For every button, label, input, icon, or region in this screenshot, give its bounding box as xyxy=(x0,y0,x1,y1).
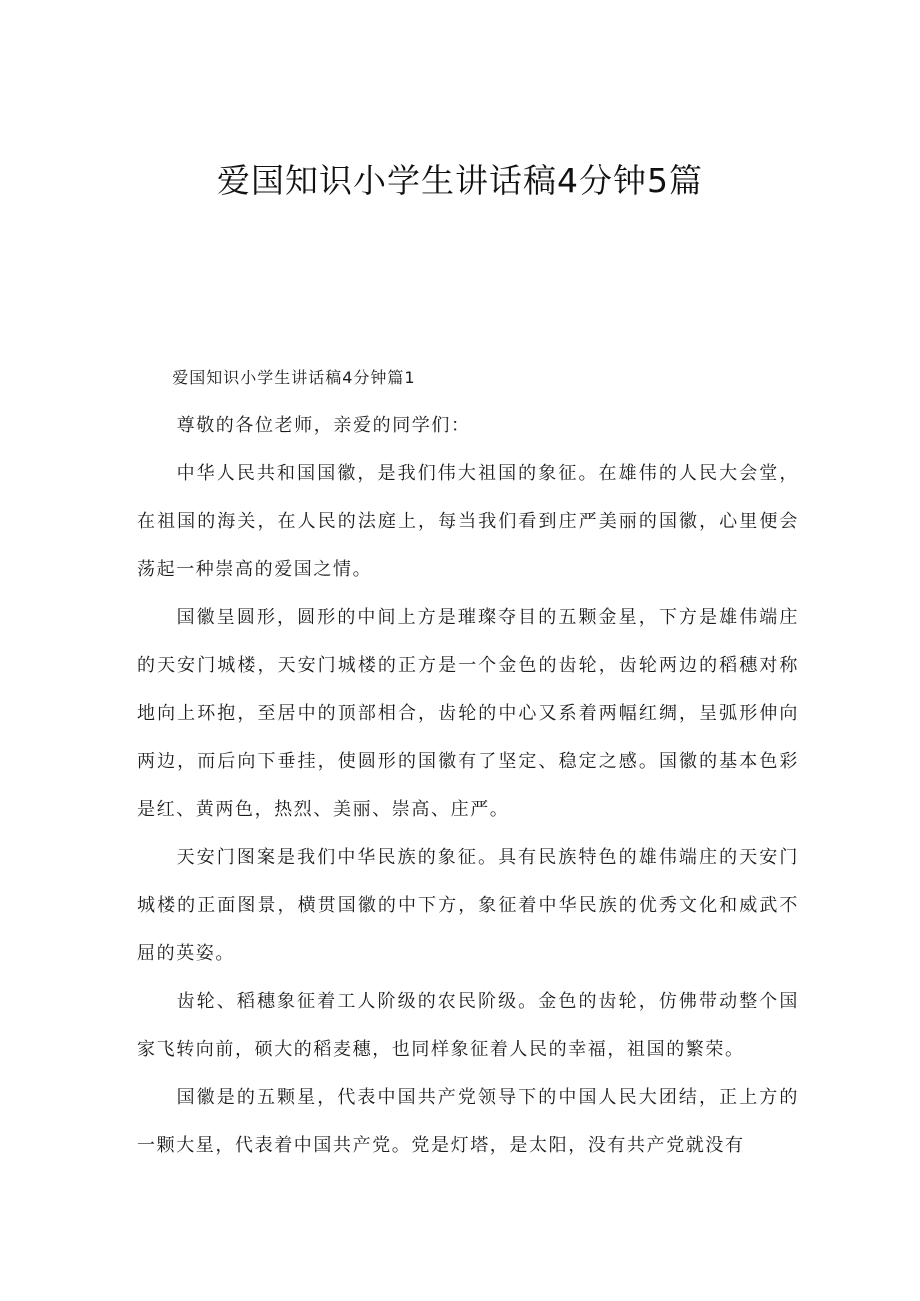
paragraph: 齿轮、稻穗象征着工人阶级的农民阶级。金色的齿轮，仿佛带动整个国家飞转向前，硕大的稻麦穗，也同样象征着人民的幸福，祖国的繁荣。 xyxy=(137,991,799,1060)
section-heading: 爱国知识小学生讲话稿4分钟篇1 xyxy=(172,368,416,387)
document-body xyxy=(137,354,799,1170)
paragraph: 天安门图案是我们中华民族的象征。具有民族特色的雄伟端庄的天安门城楼的正面图景，横贯国徽的中下方，象征着中华民族的优秀文化和威武不屈的英姿。 xyxy=(137,847,799,964)
paragraph: 国徽是的五颗星，代表中国共产党领导下的中国人民大团结，正上方的一颗大星，代表着中国共产党。党是灯塔，是太阳，没有共产党就没有 xyxy=(137,1087,799,1156)
salutation: 尊敬的各位老师，亲爱的同学们： xyxy=(176,415,471,436)
paragraph: 中华人民共和国国徽，是我们伟大祖国的象征。在雄伟的人民大会堂，在祖国的海关，在人民的法庭上，每当我们看到庄严美丽的国徽，心里便会荡起一种崇高的爱国之情。 xyxy=(137,463,799,580)
document-title: 爱国知识小学生讲话稿4分钟5篇 xyxy=(217,161,703,200)
paragraph: 国徽呈圆形，圆形的中间上方是璀璨夺目的五颗金星，下方是雄伟端庄的天安门城楼，天安门城楼的正方是一个金色的齿轮，齿轮两边的稻穗对称地向上环抱，至居中的顶部相合，齿轮的中心又系着两幅红绸，呈弧形伸向两边，而后向下垂挂，使圆形的国徽有了坚定、稳定之感。国徽的基本色彩是红、黄两色，热烈、美丽、崇高、庄严。 xyxy=(137,607,799,820)
